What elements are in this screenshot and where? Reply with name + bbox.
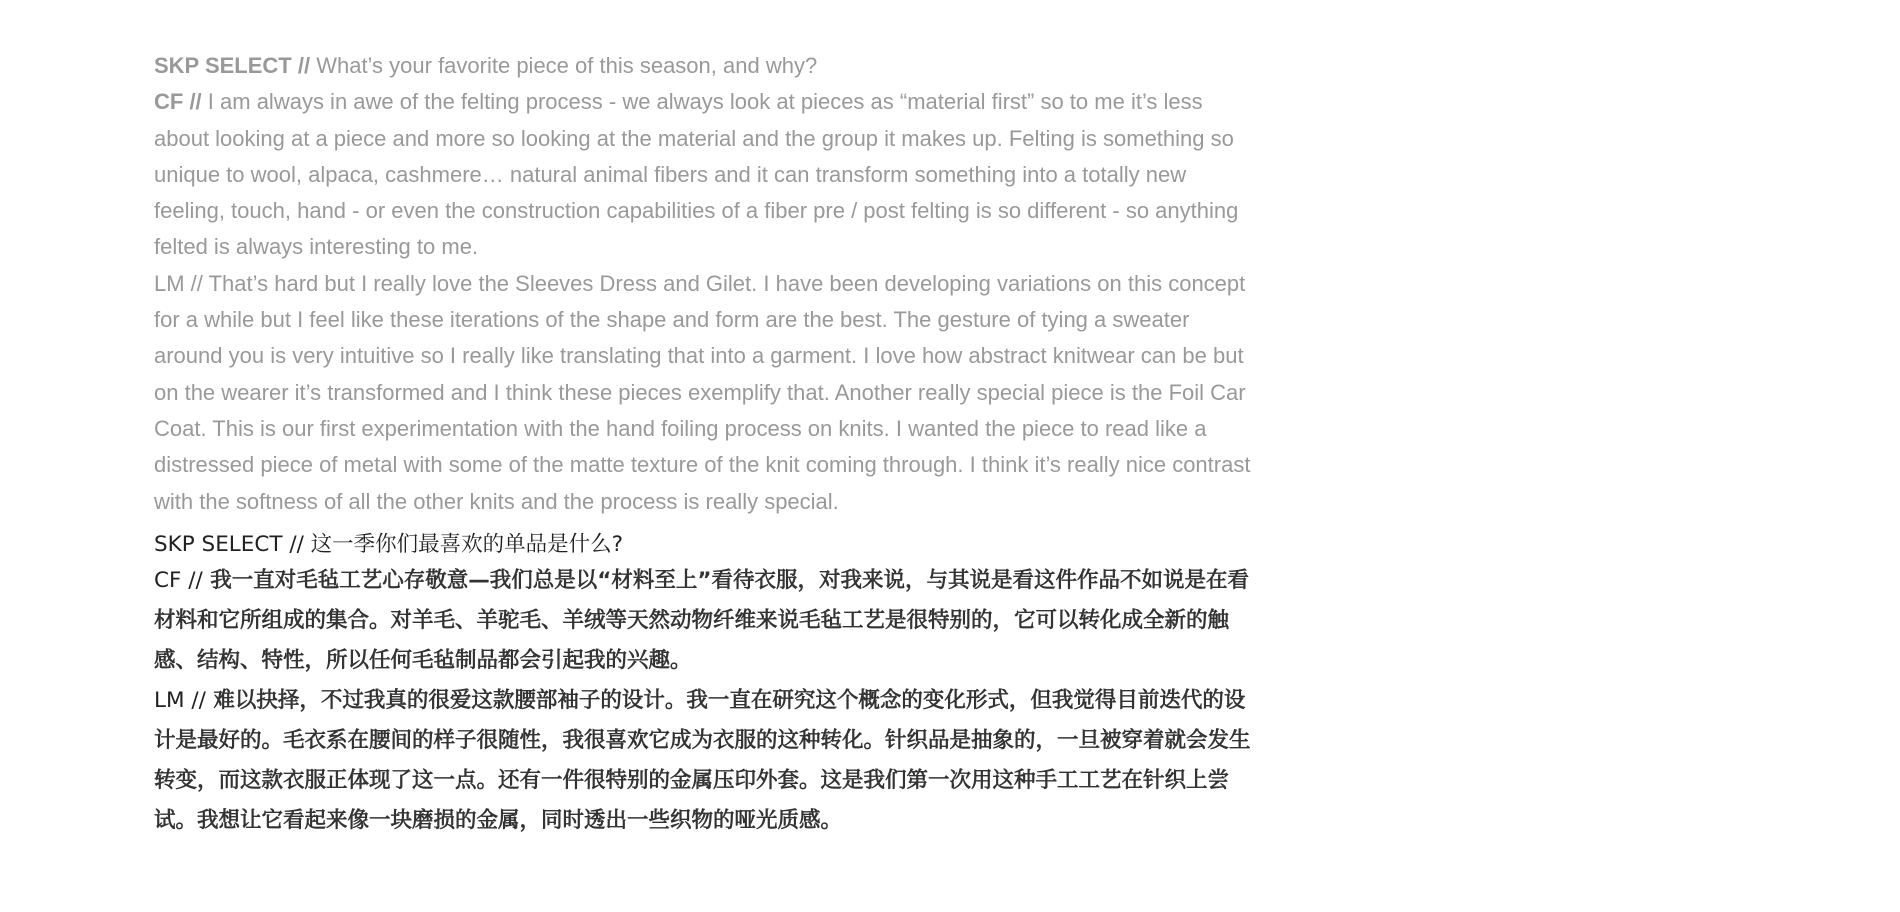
chinese-question: SKP SELECT // 这一季你们最喜欢的单品是什么? <box>154 531 624 557</box>
chinese-lm-answer <box>154 681 1254 841</box>
cf-speaker-zh: CF // <box>154 567 203 593</box>
interview-article <box>154 48 1254 841</box>
cf-answer-text: I am always in awe of the felting process - we always look at pieces as “material first” so to me it’s less about looking at a piece and more so looking at the material and the group it makes up. Felting is something so unique to wool, alpaca, cashmere… natural animal fibers and it can transform something into a totally new feeling, touch, hand - or even the construction capabilities of a fiber pre / post felting is so different - so anything felted is always interesting to me. <box>154 89 1239 260</box>
lm-answer-zh-text: 难以抉择，不过我真的很爱这款腰部袖子的设计。我一直在研究这个概念的变化形式，但我觉得目前迭代的设计是最好的。毛衣系在腰间的样子很随性，我很喜欢它成为衣服的这种转化。针织品是抽象的，一旦被穿着就会发生转变，而这款衣服正体现了这一点。还有一件很特别的金属压印外套。这是我们第一次用这种手工工艺在针织上尝试。我想让它看起来像一块磨损的金属，同时透出一些织物的哑光质感。 <box>154 687 1251 833</box>
english-lm-answer: LM // That’s hard but I really love the Sleeves Dress and Gilet. I have been developing variations on this concept for a while but I feel like these iterations of the shape and form are the best. The gesture of tying a sweater around you is very intuitive so I really like translating that into a garment. I love how abstract knitwear can be but on the wearer it’s transformed and I think these pieces exemplify that. Another really special piece is the Foil Car Coat. This is our first experimentation with the hand foiling process on knits. I wanted the piece to read like a distressed piece of metal with some of the matte texture of the knit coming through. I think it’s really nice contrast with the softness of all the other knits and the process is really special. <box>154 270 1251 514</box>
chinese-cf-answer <box>154 561 1254 681</box>
english-question <box>154 48 1254 84</box>
english-cf-answer <box>154 84 1254 265</box>
question-text: What’s your favorite piece of this season, and why? <box>316 53 818 78</box>
question-speaker: SKP SELECT // <box>154 53 311 78</box>
cf-answer-zh-text: 我一直对毛毡工艺心存敬意—我们总是以“材料至上”看待衣服，对我来说，与其说是看这件作品不如说是在看材料和它所组成的集合。对羊毛、羊驼毛、羊绒等天然动物纤维来说毛毡工艺是很特别的，它可以转化成全新的触感、结构、特性，所以任何毛毡制品都会引起我的兴趣。 <box>154 567 1249 673</box>
cf-speaker: CF // <box>154 89 202 115</box>
lm-speaker-zh: LM // <box>154 687 206 713</box>
